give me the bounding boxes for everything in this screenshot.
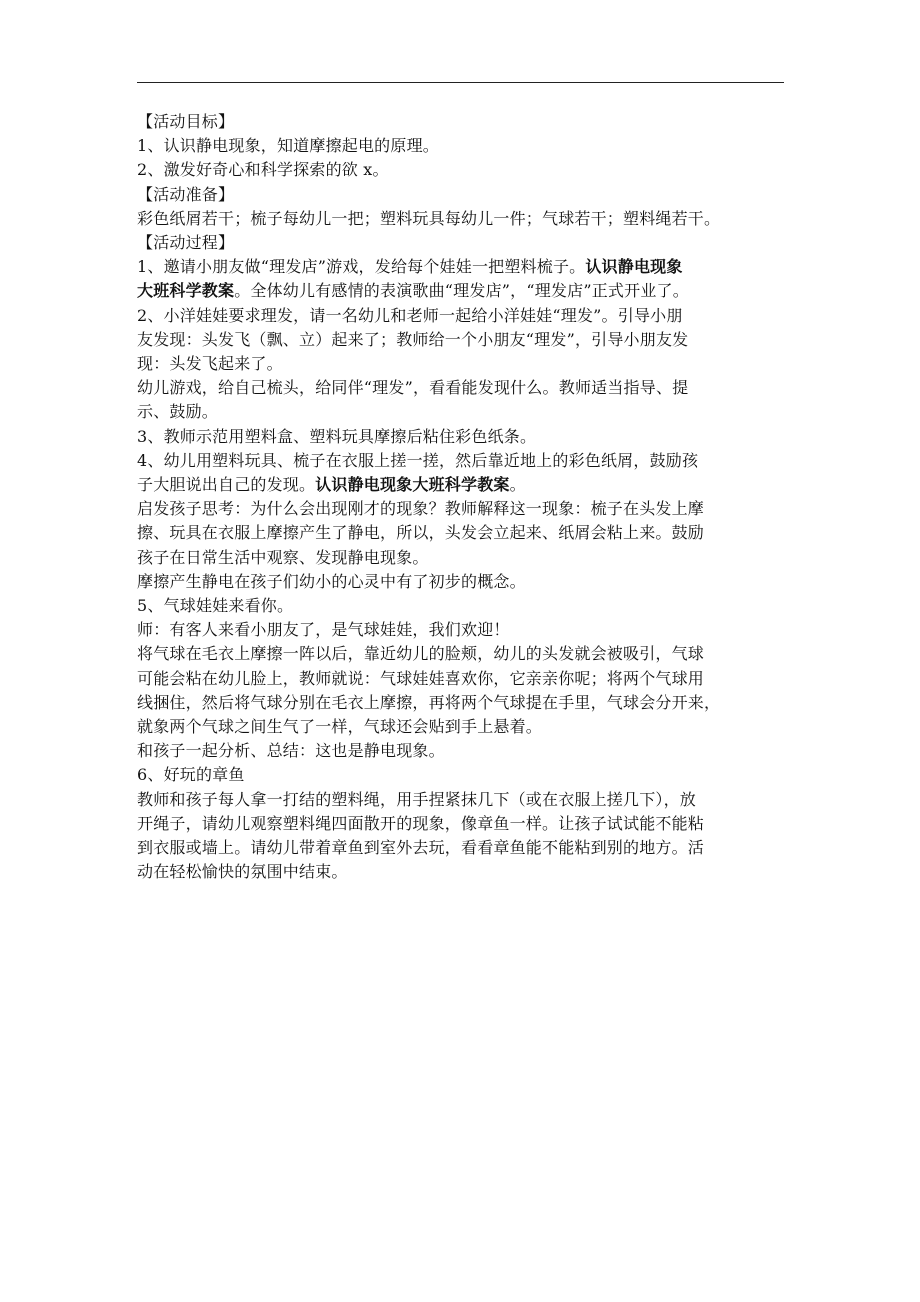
line-text: 1、认识静电现象，知道摩擦起电的原理。 bbox=[137, 136, 439, 156]
bold-keyword: 大班科学教案 bbox=[137, 281, 235, 301]
text-line bbox=[137, 134, 787, 158]
line-text: 2、小洋娃娃要求理发，请一名幼儿和老师一起给小洋娃娃“理发”。引导小朋 bbox=[137, 305, 683, 325]
line-text: 就象两个气球之间生气了一样，气球还会贴到手上悬着。 bbox=[137, 717, 543, 737]
text-line bbox=[137, 183, 787, 207]
text-line bbox=[137, 836, 787, 860]
text-line bbox=[137, 231, 787, 255]
line-text: 摩擦产生静电在孩子们幼小的心灵中有了初步的概念。 bbox=[137, 571, 526, 591]
line-text: 线捆住，然后将气球分别在毛衣上摩擦，再将两个气球提在手里，气球会分开来， bbox=[137, 692, 721, 712]
text-line bbox=[137, 739, 787, 763]
text-line bbox=[137, 546, 787, 570]
text-line bbox=[137, 594, 787, 618]
line-text: 4、幼儿用塑料玩具、梳子在衣服上搓一搓，然后靠近地上的彩色纸屑，鼓励孩 bbox=[137, 450, 699, 470]
line-text: 可能会粘在幼儿脸上，教师就说：气球娃娃喜欢你，它亲亲你呢；将两个气球用 bbox=[137, 668, 705, 688]
text-line bbox=[137, 691, 787, 715]
line-text: 6、好玩的章鱼 bbox=[137, 765, 245, 785]
line-text: 启发孩子思考：为什么会出现刚才的现象？教师解释这一现象：梳子在头发上摩 bbox=[137, 499, 705, 519]
text-line bbox=[137, 860, 787, 884]
text-line bbox=[137, 497, 787, 521]
text-line bbox=[137, 279, 787, 303]
text-line bbox=[137, 642, 787, 666]
text-line bbox=[137, 473, 787, 497]
text-line bbox=[137, 788, 787, 812]
line-text: 孩子在日常生活中观察、发现静电现象。 bbox=[137, 547, 429, 567]
bold-keyword: 认识静电现象 bbox=[585, 257, 683, 277]
text-line bbox=[137, 715, 787, 739]
line-text: 5、气球娃娃来看你。 bbox=[137, 596, 294, 616]
line-text: 1、邀请小朋友做“理发店”游戏，发给每个娃娃一把塑料梳子。 bbox=[137, 257, 586, 277]
line-text: 到衣服或墙上。请幼儿带着章鱼到室外去玩，看看章鱼能不能粘到别的地方。活 bbox=[137, 838, 705, 858]
line-text: 将气球在毛衣上摩擦一阵以后，靠近幼儿的脸颊，幼儿的头发就会被吸引，气球 bbox=[137, 644, 705, 664]
text-line bbox=[137, 812, 787, 836]
text-line bbox=[137, 110, 787, 134]
text-line bbox=[137, 158, 787, 182]
line-text: 示、鼓励。 bbox=[137, 402, 219, 422]
bold-keyword: 认识静电现象大班科学教案 bbox=[315, 475, 510, 495]
text-line bbox=[137, 207, 787, 231]
line-text: 彩色纸屑若干；梳子每幼儿一把；塑料玩具每幼儿一件；气球若干；塑料绳若干。 bbox=[137, 208, 721, 228]
text-line bbox=[137, 425, 787, 449]
text-line bbox=[137, 667, 787, 691]
line-text: 【活动过程】 bbox=[137, 233, 235, 253]
text-line bbox=[137, 376, 787, 400]
header-rule bbox=[137, 82, 784, 83]
line-text: 师：有客人来看小朋友了，是气球娃娃，我们欢迎！ bbox=[137, 620, 510, 640]
line-text: 开绳子，请幼儿观察塑料绳四面散开的现象，像章鱼一样。让孩子试试能不能粘 bbox=[137, 813, 705, 833]
line-text: 。全体幼儿有感情的表演歌曲“理发店”，“理发店”正式开业了。 bbox=[234, 281, 689, 301]
line-text: 【活动目标】 bbox=[137, 112, 235, 131]
document-body bbox=[137, 110, 787, 885]
text-line bbox=[137, 352, 787, 376]
line-text: 友发现：头发飞（飘、立）起来了；教师给一个小朋友“理发”，引导小朋友发 bbox=[137, 329, 689, 349]
line-text: 子大胆说出自己的发现。 bbox=[137, 475, 316, 495]
line-text: 擦、玩具在衣服上摩擦产生了静电，所以，头发会立起来、纸屑会粘上来。鼓励 bbox=[137, 523, 705, 543]
line-text: 【活动准备】 bbox=[137, 184, 235, 204]
text-line bbox=[137, 400, 787, 424]
line-text: 。 bbox=[509, 475, 526, 495]
text-line bbox=[137, 570, 787, 594]
text-line bbox=[137, 328, 787, 352]
text-line bbox=[137, 521, 787, 545]
line-text: 动在轻松愉快的氛围中结束。 bbox=[137, 862, 348, 882]
line-text: 教师和孩子每人拿一打结的塑料绳，用手捏紧抹几下（或在衣服上搓几下），放 bbox=[137, 789, 697, 809]
line-text: 现：头发飞起来了。 bbox=[137, 354, 283, 374]
text-line bbox=[137, 618, 787, 642]
text-line bbox=[137, 449, 787, 473]
line-text: 幼儿游戏，给自己梳头，给同伴“理发”，看看能发现什么。教师适当指导、提 bbox=[137, 378, 689, 398]
line-text: 和孩子一起分析、总结：这也是静电现象。 bbox=[137, 741, 445, 761]
text-line bbox=[137, 255, 787, 279]
line-text: 3、教师示范用塑料盒、塑料玩具摩擦后粘住彩色纸条。 bbox=[137, 426, 537, 446]
line-text: 2、激发好奇心和科学探索的欲 x。 bbox=[137, 160, 389, 180]
text-line bbox=[137, 304, 787, 328]
text-line bbox=[137, 763, 787, 787]
